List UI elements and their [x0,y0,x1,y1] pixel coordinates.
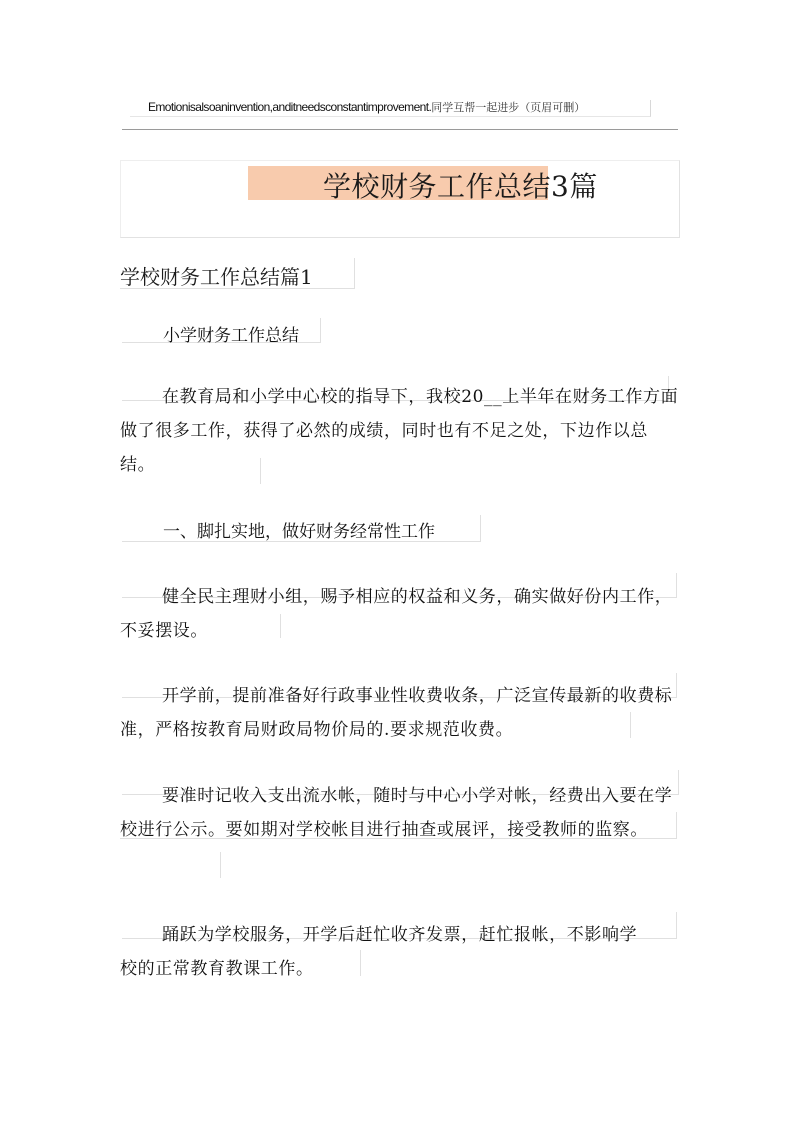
header-rule [122,129,678,130]
paragraph-3: 要准时记收入支出流水帐，随时与中心小学对帐，经费出入要在学校进行公示。要如期对学校帐目进行抽查或展评，接受教师的监察。 [120,786,673,840]
document-title: 学校财务工作总结3篇 [323,170,598,203]
page-header [148,99,648,115]
p3-frame-bottom [120,852,221,878]
paragraph-2: 开学前，提前准备好行政事业性收费收条，广泛宣传最新的收费标准，严格按教育局财政局物价局的.要求规范收费。 [120,686,673,740]
header-chinese-text: 同学互帮一起进步（页眉可删） [431,101,586,114]
header-english-text: Emotionisalsoaninvention,anditneedsconstantimprovement. [148,100,432,114]
intro-paragraph: 在教育局和小学中心校的指导下，我校20__上半年在财务工作方面做了很多工作，获得了必然的成绩，同时也有不足之处，下边作以总结。 [120,387,679,475]
paragraph-4: 踊跃为学校服务，开学后赶忙收齐发票，赶忙报帐，不影响学校的正常教育教课工作。 [120,925,638,979]
section-title: 学校财务工作总结篇1 [120,265,313,289]
subtitle: 小学财务工作总结 [163,326,299,346]
section-heading-1: 一、脚扎实地，做好财务经常性工作 [163,522,435,542]
paragraph-1: 健全民主理财小组，赐予相应的权益和义务，确实做好份内工作，不妥摆设。 [120,587,673,641]
